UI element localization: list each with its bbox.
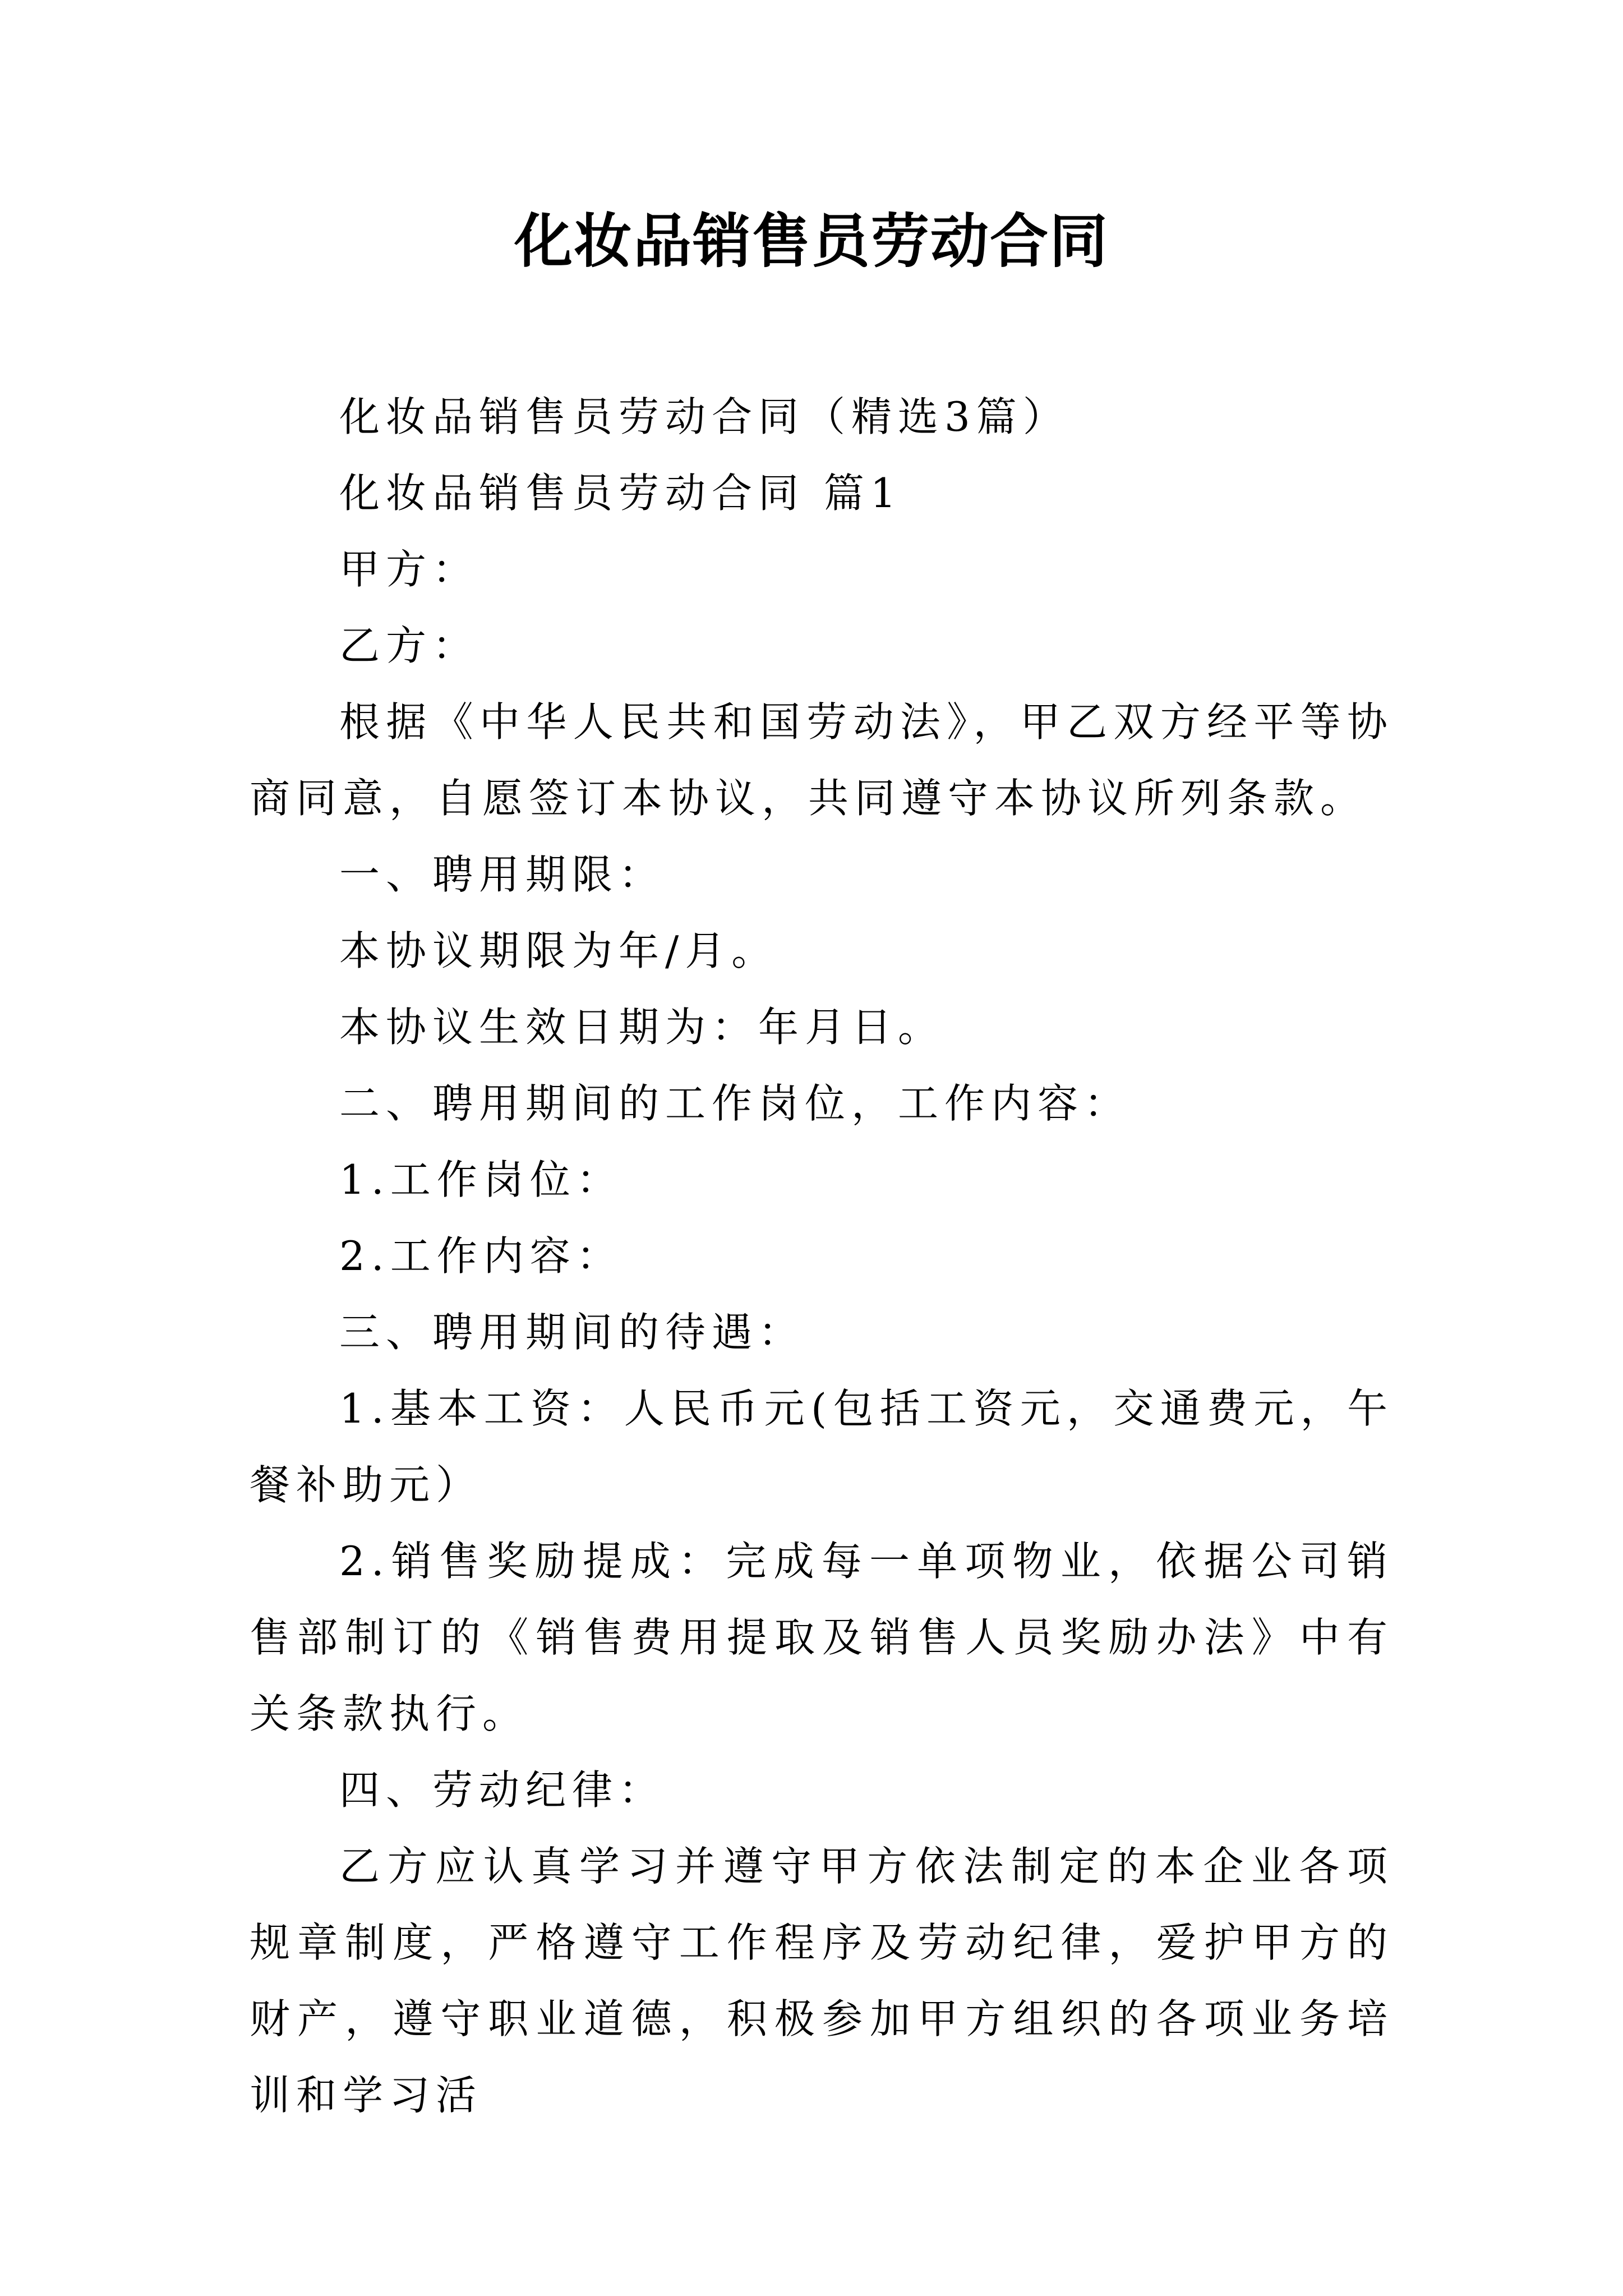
clause-heading: 二、聘用期间的工作岗位，工作内容： [339,1080,1131,1127]
clause-paragraph: 本协议生效日期为：年月日。 [339,1004,945,1051]
clause-paragraph: 1.基本工资：人民币元(包括工资元，交通费元，午餐补助元） [250,1385,1394,1508]
document-body [250,379,1394,2133]
clause-paragraph: 2.工作内容： [339,1232,623,1280]
clause-heading: 一、聘用期限： [339,851,666,898]
clause-paragraph: 2.销售奖励提成：完成每一单项物业，依据公司销售部制订的《销售费用提取及销售人员奖励办法》中有关条款执行。 [250,1538,1394,1737]
clause-heading: 四、劳动纪律： [339,1766,666,1814]
party-a-line: 甲方： [339,546,479,593]
clause-paragraph: 本协议期限为年/月。 [339,927,778,974]
clause-paragraph: 乙方应认真学习并遵守甲方依法制定的本企业各项规章制度，严格遵守工作程序及劳动纪律，爱护甲方的财产，遵守职业道德，积极参加甲方组织的各项业务培训和学习活 [250,1843,1394,2119]
clause-paragraph: 1.工作岗位： [339,1156,623,1203]
section-heading: 化妆品销售员劳动合同 篇1 [339,470,902,517]
party-b-line: 乙方： [339,622,479,669]
document-title: 化妆品销售员劳动合同 [514,207,1109,275]
preamble-paragraph: 根据《中华人民共和国劳动法》，甲乙双方经平等协商同意，自愿签订本协议，共同遵守本协议所列条款。 [250,698,1394,822]
subtitle-paragraph: 化妆品销售员劳动合同（精选3篇） [339,393,1069,440]
clause-heading: 三、聘用期间的待遇： [339,1309,805,1356]
